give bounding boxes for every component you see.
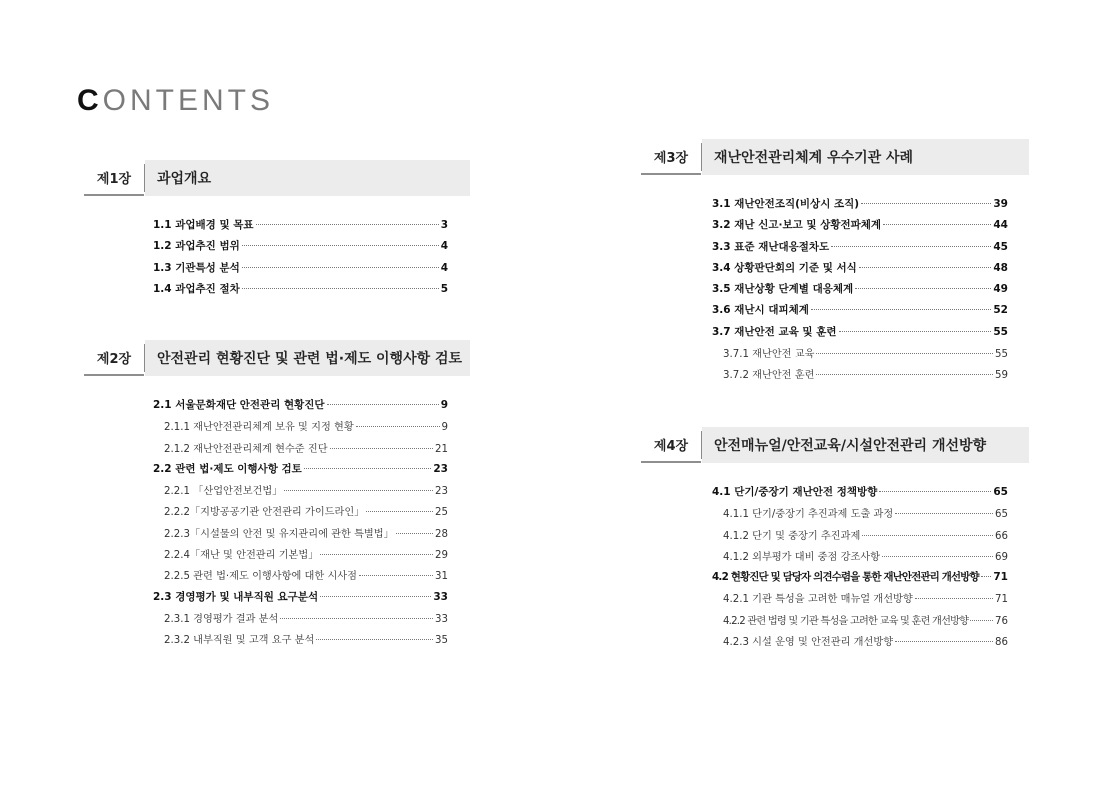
toc-section-entry[interactable] — [712, 260, 1008, 281]
toc-entry-text: 2.2.4「재난 및 안전관리 기본법」 — [164, 550, 319, 562]
chapter-3-toc — [712, 196, 1008, 388]
chapter-3-header — [641, 139, 1029, 175]
toc-section-entry[interactable] — [153, 260, 448, 281]
toc-section-entry[interactable] — [712, 239, 1008, 260]
toc-subsection-entry[interactable] — [153, 631, 448, 652]
toc-dot-leader — [816, 353, 993, 354]
toc-subsection-entry[interactable] — [153, 503, 448, 524]
toc-page-number: 23 — [433, 462, 448, 475]
toc-entry-text: 4.1 단기/중장기 재난안전 정책방향 — [712, 486, 878, 498]
toc-page-number: 3 — [440, 219, 448, 231]
toc-dot-leader — [816, 374, 993, 375]
toc-dot-leader — [284, 490, 433, 491]
toc-page-number: 29 — [435, 550, 448, 562]
toc-entry-text: 2.2 관련 법·제도 이행사항 검토 — [153, 462, 302, 475]
toc-dot-leader — [304, 468, 432, 469]
toc-entry-text: 2.2.3「시설물의 안전 및 유지관리에 관한 특별법」 — [164, 528, 394, 540]
contents-title-initial: C — [77, 84, 103, 117]
toc-subsection-entry[interactable] — [712, 345, 1008, 366]
chapter-1-title: 과업개요 — [145, 160, 470, 196]
toc-page-number: 28 — [435, 528, 448, 540]
toc-subsection-entry[interactable] — [153, 610, 448, 631]
toc-dot-leader — [970, 620, 993, 621]
chapter-2-header — [84, 340, 470, 376]
toc-dot-leader — [327, 404, 439, 405]
toc-entry-text: 3.1 재난안전조직(비상시 조직) — [712, 198, 860, 210]
chapter-2-title: 안전관리 현황진단 및 관련 법·제도 이행사항 검토 — [145, 340, 470, 376]
toc-entry-text: 3.4 상황판단회의 기준 및 서식 — [712, 261, 857, 274]
toc-subsection-entry[interactable] — [153, 546, 448, 567]
toc-page-number: 23 — [435, 486, 448, 498]
toc-dot-leader — [256, 224, 439, 225]
toc-dot-leader — [895, 513, 993, 514]
toc-dot-leader — [280, 618, 433, 619]
toc-page-number: 66 — [995, 530, 1008, 542]
toc-dot-leader — [862, 535, 993, 536]
toc-dot-leader — [359, 575, 433, 576]
toc-subsection-entry[interactable] — [153, 567, 448, 588]
toc-section-entry[interactable] — [712, 196, 1008, 217]
toc-entry-text: 4.1.1 단기/중장기 추진과제 도출 과정 — [723, 509, 894, 521]
toc-dot-leader — [320, 554, 433, 555]
toc-page-number: 76 — [995, 615, 1008, 627]
toc-entry-text: 3.5 재난상황 단계별 대응체계 — [712, 283, 854, 296]
contents-title — [77, 84, 274, 118]
chapter-4-toc — [712, 484, 1008, 654]
toc-entry-text: 3.2 재난 신고·보고 및 상황전파체계 — [712, 219, 882, 232]
chapter-1-toc — [153, 217, 448, 302]
chapter-4-header — [641, 427, 1029, 463]
toc-entry-text: 4.2.3 시설 운영 및 안전관리 개선방향 — [723, 637, 894, 649]
toc-dot-leader — [831, 246, 991, 247]
toc-section-entry[interactable] — [153, 217, 448, 238]
toc-dot-leader — [396, 533, 433, 534]
toc-dot-leader — [316, 639, 433, 640]
toc-section-entry[interactable] — [712, 569, 1008, 590]
toc-page-number: 44 — [993, 219, 1008, 232]
toc-subsection-entry[interactable] — [712, 505, 1008, 526]
toc-subsection-entry[interactable] — [712, 590, 1008, 611]
toc-entry-text: 4.2.2 관련 법령 및 기관 특성을 고려한 교육 및 훈련 개선방향 — [723, 615, 969, 627]
chapter-3-title: 재난안전관리체계 우수기관 사례 — [702, 139, 1029, 175]
toc-section-entry[interactable] — [712, 217, 1008, 238]
toc-page-number: 69 — [995, 551, 1008, 563]
toc-page-number: 35 — [435, 635, 448, 647]
toc-page-number: 9 — [440, 399, 448, 411]
contents-title-rest: ONTENTS — [102, 84, 275, 117]
toc-section-entry[interactable] — [153, 281, 448, 302]
toc-page-number: 71 — [995, 594, 1008, 606]
toc-dot-leader — [242, 267, 439, 268]
toc-page-number: 9 — [441, 422, 448, 434]
toc-page-number: 21 — [435, 443, 448, 455]
toc-dot-leader — [981, 576, 991, 577]
toc-page-number: 65 — [995, 509, 1008, 521]
toc-page-number: 39 — [993, 198, 1008, 210]
chapter-3-label: 제3장 — [641, 139, 701, 175]
toc-entry-text: 4.2 현황진단 및 담당자 의견수렴을 통한 재난안전관리 개선방향 — [712, 571, 979, 584]
toc-dot-leader — [883, 224, 991, 225]
chapter-1-label: 제1장 — [84, 160, 144, 196]
toc-section-entry[interactable] — [153, 461, 448, 482]
toc-entry-text: 1.4 과업추진 절차 — [153, 282, 240, 295]
chapter-1-header — [84, 160, 470, 196]
toc-dot-leader — [855, 288, 991, 289]
toc-entry-text: 4.1.2 단기 및 중장기 추진과제 — [723, 530, 861, 542]
toc-entry-text: 4.2.1 기관 특성을 고려한 매뉴얼 개선방향 — [723, 594, 913, 606]
toc-page-number: 5 — [440, 282, 448, 295]
toc-page-number: 25 — [435, 507, 448, 519]
toc-entry-text: 2.3 경영평가 및 내부직원 요구분석 — [153, 590, 319, 603]
toc-section-entry[interactable] — [712, 324, 1008, 345]
toc-page-number: 55 — [993, 325, 1008, 338]
toc-dot-leader — [330, 448, 433, 449]
toc-entry-text: 3.7.2 재난안전 훈련 — [723, 370, 815, 382]
toc-page-number: 31 — [435, 571, 448, 583]
toc-subsection-entry[interactable] — [712, 633, 1008, 654]
toc-page-number: 33 — [435, 613, 448, 625]
toc-entry-text: 2.1.1 재난안전관리체계 보유 및 지정 현황 — [164, 422, 354, 434]
toc-entry-text: 1.1 과업배경 및 목표 — [153, 219, 254, 231]
toc-entry-text: 3.7 재난안전 교육 및 훈련 — [712, 325, 837, 338]
toc-section-entry[interactable] — [712, 281, 1008, 302]
toc-page-number: 33 — [433, 590, 448, 603]
toc-entry-text: 3.6 재난시 대피체계 — [712, 304, 809, 317]
toc-entry-text: 3.7.1 재난안전 교육 — [723, 349, 815, 361]
chapter-4-title: 안전매뉴얼/안전교육/시설안전관리 개선방향 — [702, 427, 1029, 463]
toc-dot-leader — [242, 288, 439, 289]
toc-entry-text: 2.2.1 「산업안전보건법」 — [164, 486, 283, 498]
toc-page-number: 49 — [993, 283, 1008, 296]
toc-dot-leader — [915, 598, 993, 599]
toc-dot-leader — [839, 331, 992, 332]
toc-page-number: 48 — [993, 261, 1008, 274]
toc-section-entry[interactable] — [712, 302, 1008, 323]
toc-dot-leader — [320, 596, 431, 597]
toc-page-number: 86 — [995, 637, 1008, 649]
toc-dot-leader — [879, 491, 991, 492]
toc-section-entry[interactable] — [153, 397, 448, 418]
toc-subsection-entry[interactable] — [712, 612, 1008, 633]
toc-entry-text: 1.3 기관특성 분석 — [153, 261, 240, 274]
toc-dot-leader — [859, 267, 992, 268]
toc-page-number: 55 — [995, 349, 1008, 361]
toc-entry-text: 1.2 과업추진 범위 — [153, 240, 240, 253]
toc-dot-leader — [882, 556, 993, 557]
toc-dot-leader — [861, 203, 991, 204]
toc-subsection-entry[interactable] — [153, 440, 448, 461]
toc-subsection-entry[interactable] — [153, 482, 448, 503]
toc-subsection-entry[interactable] — [712, 527, 1008, 548]
toc-section-entry[interactable] — [153, 589, 448, 610]
toc-section-entry[interactable] — [712, 484, 1008, 505]
toc-dot-leader — [356, 426, 440, 427]
toc-dot-leader — [242, 245, 439, 246]
toc-page-number: 45 — [993, 240, 1008, 253]
toc-entry-text: 2.2.2「지방공공기관 안전관리 가이드라인」 — [164, 507, 365, 519]
toc-dot-leader — [811, 309, 991, 310]
toc-subsection-entry[interactable] — [712, 548, 1008, 569]
toc-entry-text: 2.3.1 경영평가 결과 분석 — [164, 613, 279, 625]
toc-page-number: 65 — [993, 486, 1008, 498]
toc-entry-text: 2.1.2 재난안전관리체계 현수준 진단 — [164, 443, 328, 455]
toc-page-number: 59 — [995, 370, 1008, 382]
toc-section-entry[interactable] — [153, 238, 448, 259]
toc-entry-text: 3.3 표준 재난대응절차도 — [712, 240, 830, 253]
toc-page-number: 52 — [993, 304, 1008, 317]
chapter-4-label: 제4장 — [641, 427, 701, 463]
toc-entry-text: 2.2.5 관련 법·제도 이행사항에 대한 시사점 — [164, 571, 357, 583]
toc-dot-leader — [895, 641, 993, 642]
toc-page-number: 71 — [993, 571, 1008, 584]
toc-entry-text: 2.1 서울문화재단 안전관리 현황진단 — [153, 399, 325, 411]
chapter-2-toc — [153, 397, 448, 653]
toc-entry-text: 2.3.2 내부직원 및 고객 요구 분석 — [164, 635, 315, 647]
toc-subsection-entry[interactable] — [153, 418, 448, 439]
chapter-2-label: 제2장 — [84, 340, 144, 376]
toc-page-number: 4 — [440, 240, 448, 253]
toc-page-number: 4 — [440, 261, 448, 274]
toc-entry-text: 4.1.2 외부평가 대비 중점 강조사항 — [723, 551, 880, 563]
toc-subsection-entry[interactable] — [153, 525, 448, 546]
toc-subsection-entry[interactable] — [712, 366, 1008, 387]
toc-dot-leader — [366, 511, 433, 512]
